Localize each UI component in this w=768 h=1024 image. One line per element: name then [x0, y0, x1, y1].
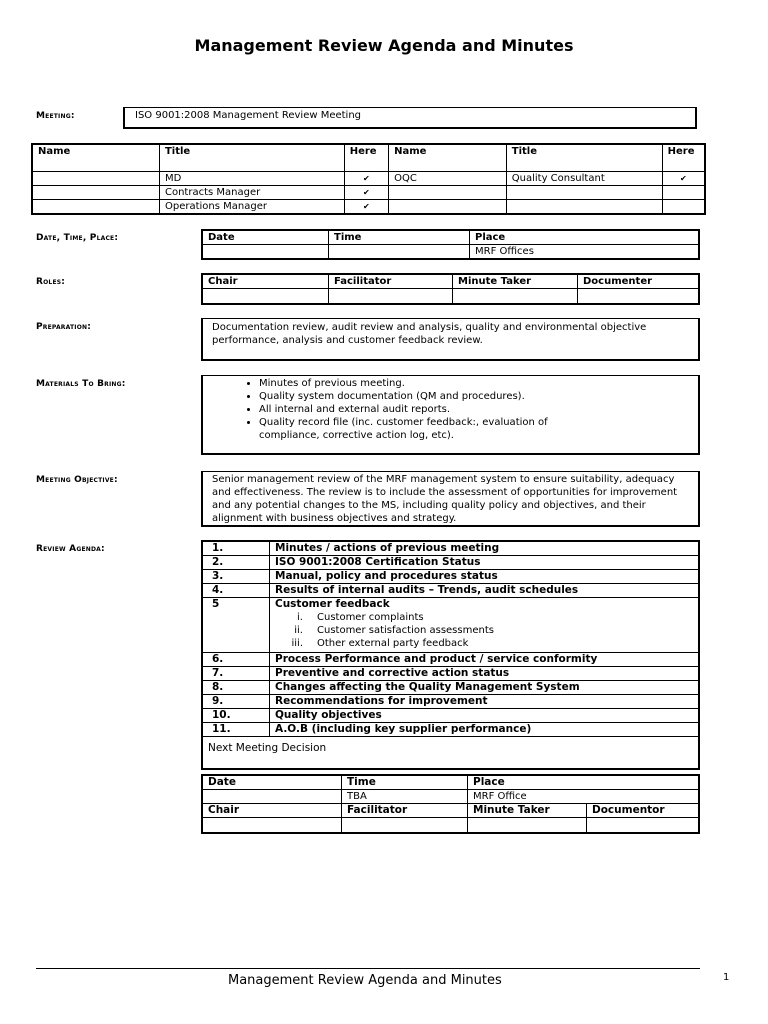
- agenda-item: Minutes / actions of previous meeting: [270, 541, 700, 556]
- objective-text: Senior management review of the MRF management system to ensure suitability, adequacy and effectiveness. The review is to include the assessment of opportunities for improvement and any potential changes to the MS, including quality policy and objectives, and their alignment with business objectives and strategy.: [201, 471, 700, 527]
- agenda-item: Preventive and corrective action status: [270, 667, 700, 681]
- attendee-present: ✔: [662, 171, 705, 185]
- attendee-name: [389, 199, 507, 214]
- attendee-name: OQC: [389, 171, 507, 185]
- table-row: [202, 723, 699, 737]
- table-row: [202, 818, 699, 834]
- list-item: • Quality system documentation (QM and procedures).: [259, 390, 698, 403]
- attendees-header: Here: [662, 144, 705, 171]
- role-header: Minute Taker: [453, 274, 578, 289]
- table-row: [202, 790, 699, 804]
- date-time-place-table: [201, 229, 700, 260]
- table-row: [202, 667, 699, 681]
- agenda-item: Quality objectives: [270, 709, 700, 723]
- attendee-title: [506, 185, 662, 199]
- next-header: Date: [202, 775, 342, 790]
- footer-text: Management Review Agenda and Minutes: [228, 973, 502, 988]
- preparation-label: Preparation:: [36, 322, 92, 332]
- table-row: [202, 556, 699, 570]
- attendee-title: MD: [159, 171, 344, 185]
- subitem-num: iii.: [291, 638, 303, 649]
- table-row: [202, 289, 699, 305]
- agenda-item: Customer feedback: [275, 598, 390, 610]
- table-row: [202, 598, 699, 653]
- agenda-num: 4.: [202, 584, 270, 598]
- table-row: [202, 653, 699, 667]
- document-title: Management Review Agenda and Minutes: [194, 36, 574, 55]
- attendee-title: [506, 199, 662, 214]
- table-row: [32, 171, 705, 185]
- subitem-num: ii.: [294, 625, 303, 636]
- next-role-header: Documentor: [587, 804, 700, 818]
- roles-table: [201, 273, 700, 305]
- meeting-date: [202, 245, 329, 260]
- agenda-item: ISO 9001:2008 Certification Status: [270, 556, 700, 570]
- list-item: • Minutes of previous meeting.: [259, 377, 698, 390]
- attendee-title: Quality Consultant: [506, 171, 662, 185]
- role-header: Chair: [202, 274, 329, 289]
- role-header: Documenter: [578, 274, 700, 289]
- agenda-item: Changes affecting the Quality Management System: [270, 681, 700, 695]
- next-header: Place: [468, 775, 700, 790]
- agenda-subitem: Other external party feedback: [317, 638, 469, 649]
- agenda-item-customer-feedback: [270, 598, 700, 653]
- agenda-num: 9.: [202, 695, 270, 709]
- meeting-time: [329, 245, 470, 260]
- attendee-title: Operations Manager: [159, 199, 344, 214]
- attendee-name: [32, 185, 159, 199]
- attendee-present: ✔: [344, 199, 388, 214]
- attendee-name: [389, 185, 507, 199]
- attendee-present: ✔: [344, 171, 388, 185]
- footer-divider: [36, 968, 700, 969]
- agenda-subitem: Customer complaints: [317, 612, 424, 623]
- next-meeting-label: Next Meeting Decision: [202, 737, 699, 770]
- dtp-header: Time: [329, 230, 470, 245]
- table-row: [202, 570, 699, 584]
- agenda-item: Manual, policy and procedures status: [270, 570, 700, 584]
- table-row: [202, 245, 699, 260]
- subitem-num: i.: [297, 612, 303, 623]
- next-time: TBA: [342, 790, 468, 804]
- agenda-label: Review Agenda:: [36, 544, 105, 554]
- table-row: [32, 199, 705, 214]
- next-role-header: Minute Taker: [468, 804, 587, 818]
- agenda-item: Recommendations for improvement: [270, 695, 700, 709]
- attendee-present: [662, 199, 705, 214]
- date-time-place-label: Date, Time, Place:: [36, 233, 119, 243]
- list-item: • Quality record file (inc. customer feedback:, evaluation of compliance, corrective action log, etc).: [259, 416, 559, 442]
- table-row: [202, 541, 699, 556]
- agenda-num: 1.: [202, 541, 270, 556]
- attendee-name: [32, 171, 159, 185]
- roles-label: Roles:: [36, 277, 66, 287]
- list-item: • All internal and external audit reports.: [259, 403, 698, 416]
- attendees-header: Title: [506, 144, 662, 171]
- attendee-present: ✔: [344, 185, 388, 199]
- attendee-present: [662, 185, 705, 199]
- agenda-num: 5: [202, 598, 270, 653]
- role-header: Facilitator: [329, 274, 453, 289]
- agenda-item: Process Performance and product / service conformity: [270, 653, 700, 667]
- objective-label: Meeting Objective:: [36, 475, 118, 485]
- agenda-item: A.O.B (including key supplier performance): [270, 723, 700, 737]
- dtp-header: Date: [202, 230, 329, 245]
- attendee-title: Contracts Manager: [159, 185, 344, 199]
- next-meeting-table: [201, 774, 700, 834]
- dtp-header: Place: [470, 230, 700, 245]
- agenda-num: 2.: [202, 556, 270, 570]
- table-row: [202, 584, 699, 598]
- agenda-num: 10.: [202, 709, 270, 723]
- attendees-header: Here: [344, 144, 388, 171]
- meeting-value: ISO 9001:2008 Management Review Meeting: [123, 107, 697, 129]
- agenda-num: 6.: [202, 653, 270, 667]
- page-number: 1: [723, 972, 730, 983]
- attendees-header: Title: [159, 144, 344, 171]
- agenda-num: 8.: [202, 681, 270, 695]
- agenda-subitem: Customer satisfaction assessments: [317, 625, 494, 636]
- meeting-place: MRF Offices: [470, 245, 700, 260]
- next-date: [202, 790, 342, 804]
- next-place: MRF Office: [468, 790, 700, 804]
- table-row: [202, 695, 699, 709]
- agenda-num: 7.: [202, 667, 270, 681]
- agenda-table: [201, 540, 700, 770]
- attendees-header: Name: [32, 144, 159, 171]
- next-header: Time: [342, 775, 468, 790]
- agenda-num: 11.: [202, 723, 270, 737]
- table-row: [202, 681, 699, 695]
- agenda-item: Results of internal audits – Trends, audit schedules: [270, 584, 700, 598]
- table-row: [32, 185, 705, 199]
- attendee-name: [32, 199, 159, 214]
- meeting-label: Meeting:: [36, 111, 75, 121]
- attendees-header: Name: [389, 144, 507, 171]
- attendees-table: [31, 143, 706, 215]
- next-role-header: Chair: [202, 804, 342, 818]
- agenda-num: 3.: [202, 570, 270, 584]
- table-row: [202, 709, 699, 723]
- next-role-header: Facilitator: [342, 804, 468, 818]
- preparation-text: Documentation review, audit review and analysis, quality and environmental objective performance, analysis and customer feedback review.: [201, 318, 700, 361]
- materials-box: [201, 375, 700, 455]
- materials-label: Materials To Bring:: [36, 379, 126, 389]
